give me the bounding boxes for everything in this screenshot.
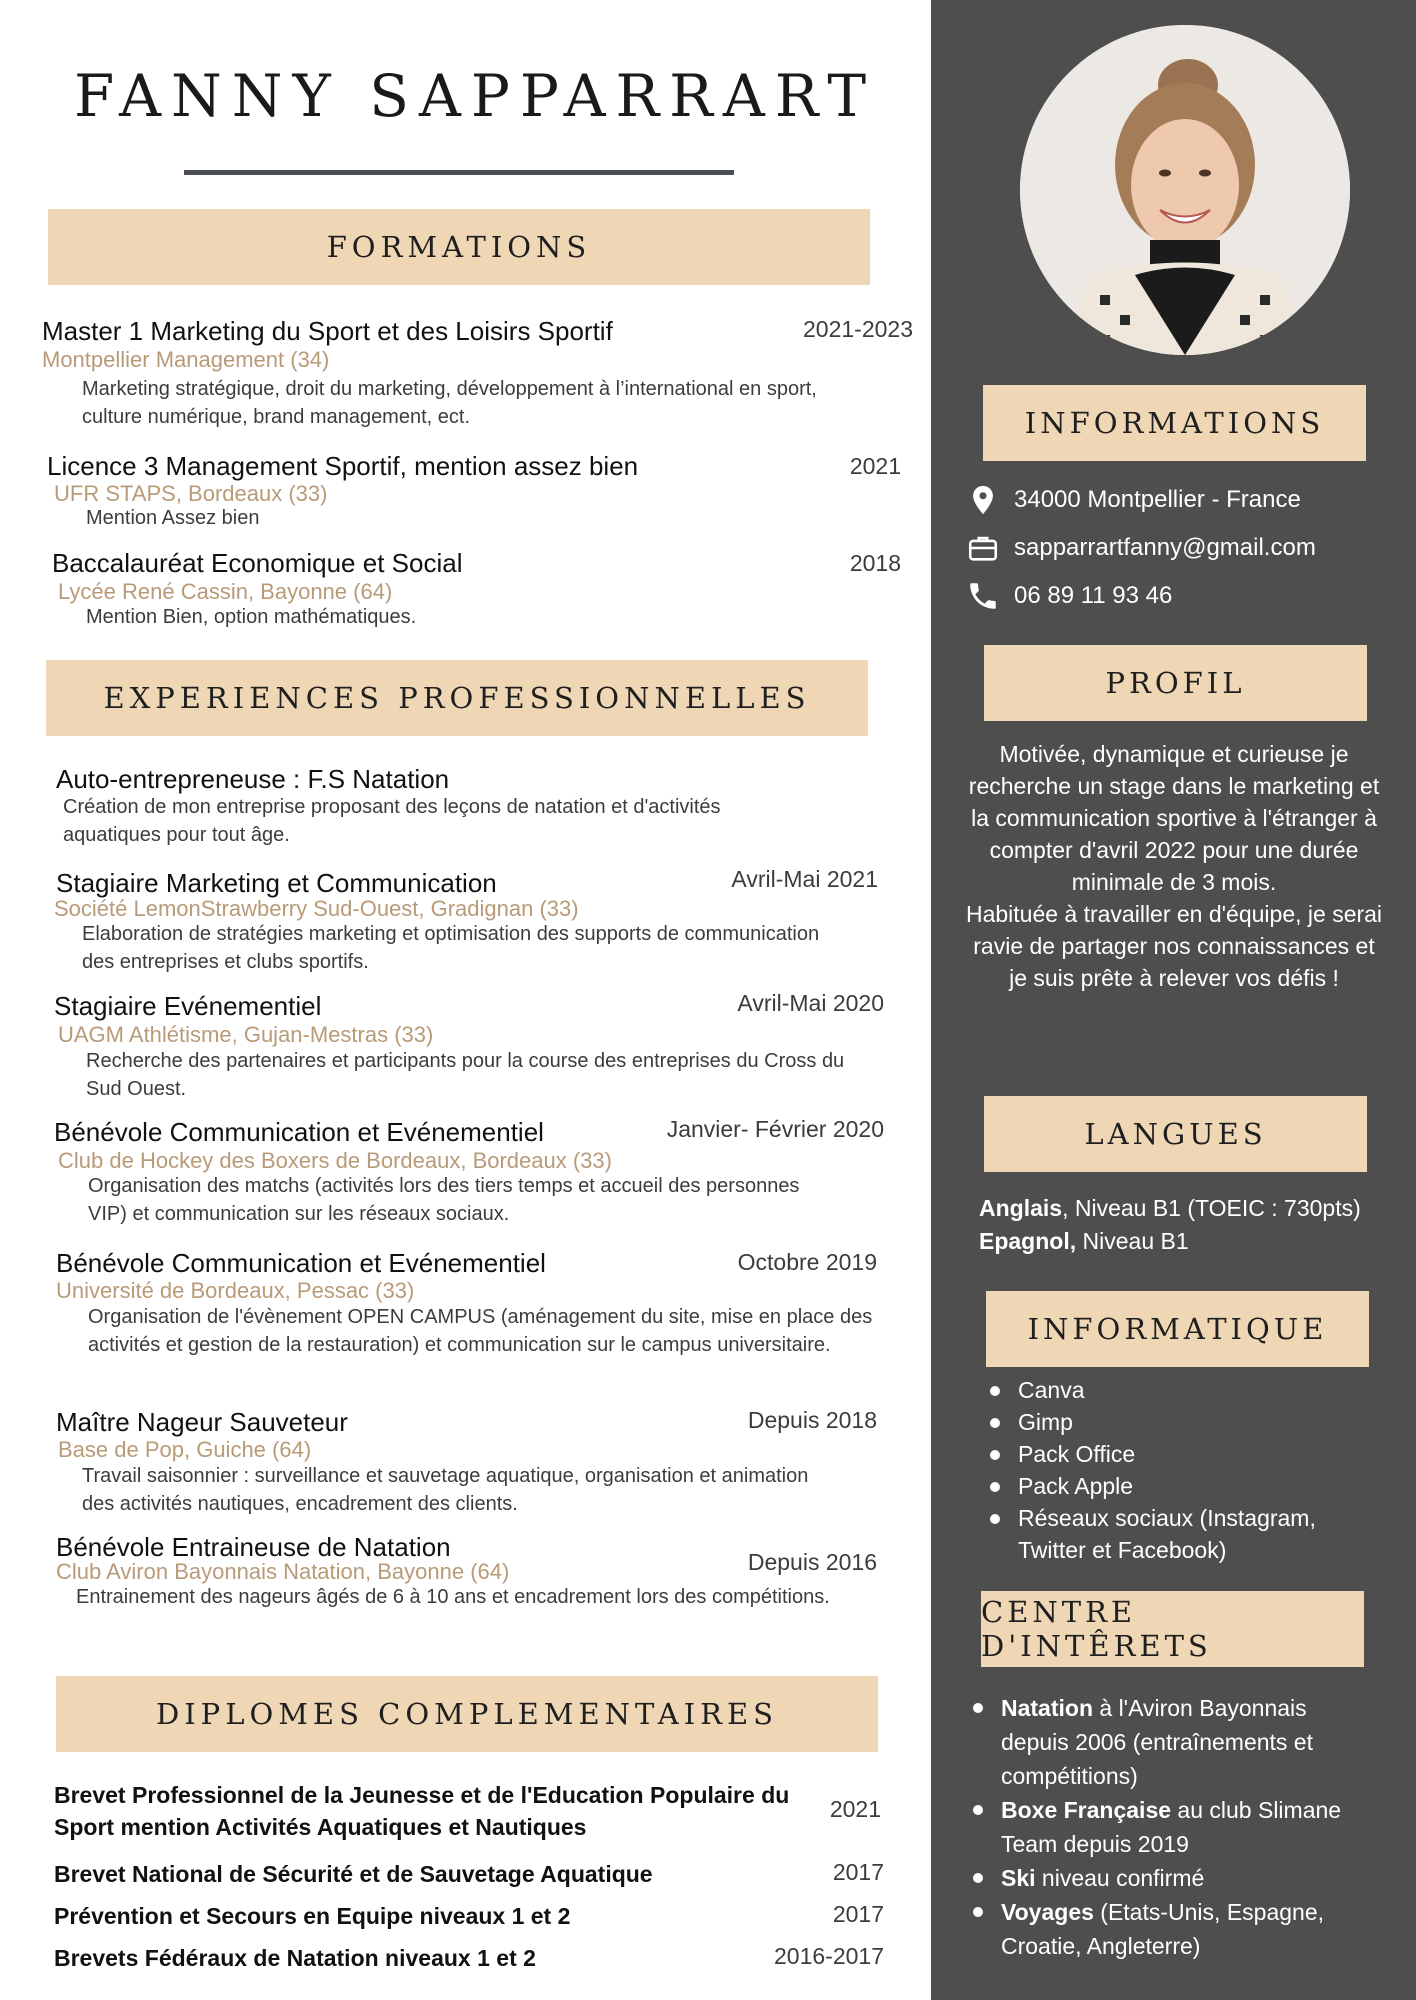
list-item: Canva <box>986 1374 1366 1406</box>
profil-paragraph: Habituée à travailler en d'équipe, je serai ravie de partager nos connaissances et je suis prête à relever vos défis ! <box>965 901 1383 991</box>
formation-desc: Marketing stratégique, droit du marketing, développement à l’international en sport, culture numérique, brand management, ect. <box>82 378 817 428</box>
interet-detail: à l'Aviron Bayonnais depuis 2006 (entraînements et compétitions) <box>1001 1695 1313 1789</box>
contact-email[interactable] <box>966 531 1316 565</box>
formation-desc: Mention Assez bien <box>86 507 260 529</box>
experience-org: Club Aviron Bayonnais Natation, Bayonne (64) <box>56 1559 510 1584</box>
diplome-title: Brevet Professionnel de la Jeunesse et de l'Education Populaire du Sport mention Activités Aquatiques et Nautiques <box>54 1782 790 1840</box>
list-item <box>969 1793 1379 1861</box>
diplome-title: Prévention et Secours en Equipe niveaux 1 et 2 <box>54 1903 571 1929</box>
experience-desc: Elaboration de stratégies marketing et optimisation des supports de communication des entreprises et clubs sportifs. <box>82 923 820 973</box>
diplome-title: Brevet National de Sécurité et de Sauvetage Aquatique <box>54 1861 653 1887</box>
section-interets-header: CENTRE D'INTÊRETS <box>981 1591 1364 1667</box>
interet-name: Boxe Française <box>1001 1797 1172 1823</box>
section-experiences-header: EXPERIENCES PROFESSIONNELLES <box>46 660 868 736</box>
section-langues-header: LANGUES <box>984 1096 1367 1172</box>
experience-org: Club de Hockey des Boxers de Bordeaux, Bordeaux (33) <box>58 1148 612 1173</box>
experience-date: Octobre 2019 <box>737 1249 877 1275</box>
experience-title: Bénévole Entraineuse de Natation <box>56 1532 451 1562</box>
experience-title: Bénévole Communication et Evénementiel <box>56 1248 546 1278</box>
experience-title: Stagiaire Evénementiel <box>54 991 322 1021</box>
langue-item <box>979 1192 1361 1225</box>
experience-date: Avril-Mai 2020 <box>737 990 884 1016</box>
experience-date: Depuis 2018 <box>747 1407 877 1433</box>
name-divider <box>184 170 734 175</box>
formation-title: Master 1 Marketing du Sport et des Loisirs Sportif <box>42 316 613 346</box>
informatique-list <box>986 1374 1366 1566</box>
langue-level: , Niveau B1 (TOEIC : 730pts) <box>1062 1195 1361 1221</box>
contact-address <box>966 483 1301 517</box>
diplome-date: 2021 <box>829 1796 881 1822</box>
formation-title: Baccalauréat Economique et Social <box>52 548 463 578</box>
interet-name: Natation <box>1001 1695 1093 1721</box>
experience-desc: Création de mon entreprise proposant des leçons de natation et d'activités aquatiques pour tout âge. <box>63 796 721 846</box>
briefcase-icon <box>966 531 1000 565</box>
formation-org: UFR STAPS, Bordeaux (33) <box>54 481 328 506</box>
experience-title: Maître Nageur Sauveteur <box>56 1407 348 1437</box>
experience-org: UAGM Athlétisme, Gujan-Mestras (33) <box>58 1022 434 1047</box>
experience-title: Auto-entrepreneuse : F.S Natation <box>56 764 450 794</box>
experience-title: Stagiaire Marketing et Communication <box>56 868 497 898</box>
langue-name: Anglais <box>979 1195 1063 1221</box>
section-informatique-header: INFORMATIQUE <box>986 1291 1369 1367</box>
email-text[interactable]: sapparrartfanny@gmail.com <box>1014 534 1316 561</box>
formation-org: Montpellier Management (34) <box>42 347 330 372</box>
experience-date: Avril-Mai 2021 <box>731 866 878 892</box>
langue-name: Epagnol, <box>979 1228 1077 1254</box>
formation-date: 2021 <box>849 453 901 479</box>
profile-photo <box>1020 25 1350 355</box>
section-profil-header: PROFIL <box>984 645 1367 721</box>
contact-phone[interactable] <box>966 579 1172 613</box>
experience-date: Janvier- Février 2020 <box>666 1116 884 1142</box>
experience-desc: Entrainement des nageurs âgés de 6 à 10 ans et encadrement lors des compétitions. <box>76 1586 830 1608</box>
formation-desc: Mention Bien, option mathématiques. <box>86 606 417 628</box>
diplome-date: 2017 <box>832 1901 884 1927</box>
location-pin-icon <box>966 483 1000 517</box>
phone-text[interactable]: 06 89 11 93 46 <box>1014 582 1173 609</box>
section-diplomes-header: DIPLOMES COMPLEMENTAIRES <box>56 1676 878 1752</box>
interet-detail: au club Slimane Team depuis 2019 <box>1001 1797 1342 1857</box>
langue-level: Niveau B1 <box>1076 1228 1189 1254</box>
list-item <box>969 1895 1379 1963</box>
interet-detail: (Etats-Unis, Espagne, Croatie, Angleterre) <box>1001 1899 1325 1959</box>
formation-date: 2018 <box>849 550 901 576</box>
experience-title: Bénévole Communication et Evénementiel <box>54 1117 544 1147</box>
experience-desc: Travail saisonnier : surveillance et sauvetage aquatique, organisation et animation des activités nautiques, encadrement des clients. <box>82 1465 809 1515</box>
experience-desc: Recherche des partenaires et participants pour la course des entreprises du Cross du Sud Ouest. <box>86 1050 845 1100</box>
interet-name: Ski <box>1001 1865 1036 1891</box>
interet-detail: niveau confirmé <box>1035 1865 1205 1891</box>
langue-item <box>979 1225 1361 1258</box>
formation-title: Licence 3 Management Sportif, mention assez bien <box>47 451 639 481</box>
section-informations-header: INFORMATIONS <box>983 385 1366 461</box>
interets-list <box>969 1691 1379 1963</box>
address-text: 34000 Montpellier - France <box>1014 486 1301 513</box>
list-item: Gimp <box>986 1406 1366 1438</box>
list-item: Réseaux sociaux (Instagram, Twitter et Facebook) <box>986 1502 1366 1566</box>
section-formations-header: FORMATIONS <box>48 209 870 285</box>
experience-org: Université de Bordeaux, Pessac (33) <box>56 1278 415 1303</box>
formation-date: 2021-2023 <box>803 316 913 342</box>
formation-org: Lycée René Cassin, Bayonne (64) <box>58 579 393 604</box>
experience-desc: Organisation de l'évènement OPEN CAMPUS (aménagement du site, mise en place des activités et gestion de la restauration) et communication sur le campus universitaire. <box>88 1306 873 1356</box>
experience-org: Société LemonStrawberry Sud-Ouest, Gradignan (33) <box>54 896 579 921</box>
experience-org: Base de Pop, Guiche (64) <box>58 1437 312 1462</box>
list-item <box>969 1861 1379 1895</box>
langues-list <box>979 1192 1361 1258</box>
experience-date: Depuis 2016 <box>747 1549 877 1575</box>
interet-name: Voyages <box>1001 1899 1094 1925</box>
list-item <box>969 1691 1379 1793</box>
experience-desc: Organisation des matchs (activités lors des tiers temps et accueil des personnes VIP) et communication sur les réseaux sociaux. <box>88 1175 800 1225</box>
list-item: Pack Apple <box>986 1470 1366 1502</box>
candidate-name: FANNY SAPPARRART <box>73 62 877 130</box>
phone-icon <box>966 579 1000 613</box>
diplome-date: 2016-2017 <box>774 1943 884 1969</box>
diplome-title: Brevets Fédéraux de Natation niveaux 1 et 2 <box>54 1945 536 1971</box>
diplome-date: 2017 <box>832 1859 884 1885</box>
list-item: Pack Office <box>986 1438 1366 1470</box>
profil-text <box>964 738 1384 994</box>
profil-paragraph: Motivée, dynamique et curieuse je recherche un stage dans le marketing et la communication sportive à l'étranger à compter d'avril 2022 pour une durée minimale de 3 mois. <box>968 741 1380 895</box>
